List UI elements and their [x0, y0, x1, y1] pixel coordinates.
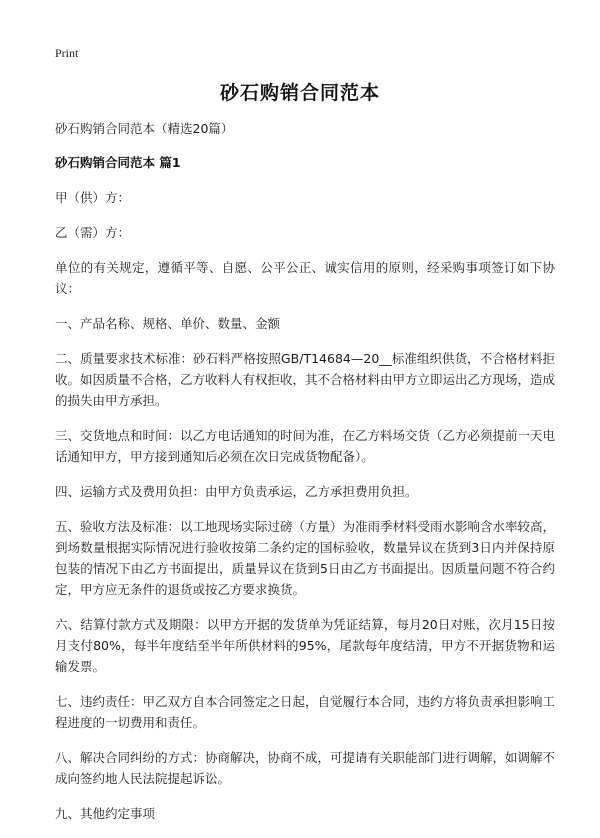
document-subtitle: 砂石购销合同范本（精选20篇）	[55, 121, 234, 136]
party-a-line: 甲（供）方：	[55, 190, 131, 205]
document-title: 砂石购销合同范本	[219, 82, 380, 104]
clause-4: 四、运输方式及费用负担：由甲方负责承运，乙方承担费用负担。	[55, 484, 418, 499]
clause-5: 五、验收方法及标准：以工地现场实际过磅（方量）为准雨季材料受雨水影响含水率较高，到场数量根据实际情况进行验收按第二条约定的国标验收，数量异议在货到3日内并保持原包装的情况下由乙方书面提出，质量异议在货到5日由乙方书面提出。因质量问题不符合约定，甲方应无条件的退货或按乙方要求换货。	[55, 519, 556, 597]
print-link[interactable]: Print	[55, 46, 79, 60]
clause-1: 一、产品名称、规格、单价、数量、金额	[55, 316, 281, 331]
clause-6: 六、结算付款方式及期限：以甲方开据的发货单为凭证结算，每月20日对账，次月15日按月支付80%，每半年度结至半年所供材料的95%，尾款每年度结清，甲方不开据货物和运输发票。	[55, 617, 555, 674]
clause-3: 三、交货地点和时间：以乙方电话通知的时间为准，在乙方料场交货（乙方必须提前一天电话通知甲方，甲方接到通知后必须在次日完成货物配备）。	[55, 428, 556, 464]
clause-2: 二、质量要求技术标准：砂石料严格按照GB/T14684—20__标准组织供货，不合格材料拒收。如因质量不合格，乙方收料人有权拒收，其不合格材料由甲方立即运出乙方现场，造成的损失由甲方承担。	[55, 351, 556, 408]
clause-9: 九、其他约定事项	[55, 806, 156, 821]
clause-8: 八、解决合同纠纷的方式：协商解决，协商不成，可提请有关职能部门进行调解，如调解不成向签约地人民法院提起诉讼。	[55, 750, 556, 786]
party-b-line: 乙（需）方：	[55, 225, 131, 240]
clause-7: 七、违约责任：甲乙双方自本合同签定之日起，自觉履行本合同，违约方将负责承担影响工程进度的一切费用和责任。	[55, 694, 556, 730]
section-heading: 砂石购销合同范本 篇1	[55, 155, 181, 170]
document-body	[55, 118, 555, 838]
preamble-paragraph: 单位的有关规定，遵循平等、自愿、公平公正、诚实信用的原则，经采购事项签订如下协议：	[55, 260, 555, 296]
